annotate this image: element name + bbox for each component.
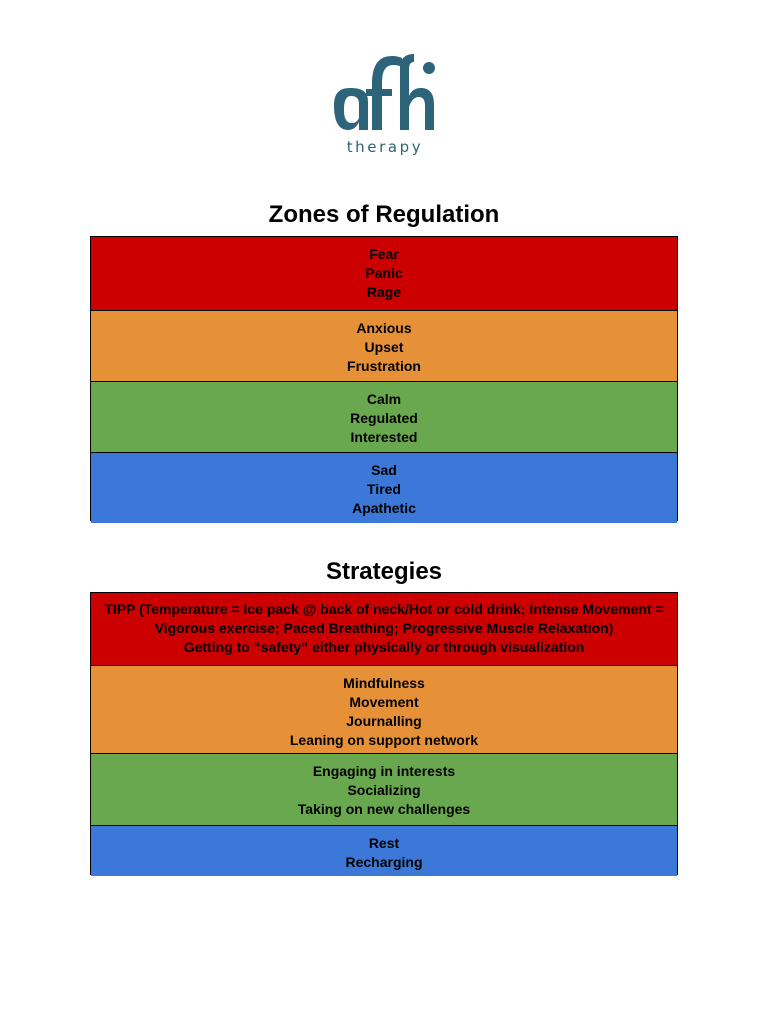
zone-item: Panic [365, 265, 403, 281]
zones-title: Zones of Regulation [268, 201, 500, 228]
zone-item: Apathetic [352, 500, 416, 516]
zone-row-red [91, 237, 677, 310]
strategy-item: Journalling [346, 713, 422, 729]
strategy-item: Recharging [345, 854, 423, 870]
strategy-item: Socializing [347, 782, 421, 798]
zone-item: Sad [371, 462, 397, 478]
strategy-item: TIPP (Temperature = Ice pack @ back of neck/Hot or cold drink; Intense Movement = Vigorous exercise; Paced Breathing; Progressive Muscle Relaxation) [104, 601, 664, 636]
zone-item: Interested [350, 429, 418, 445]
zone-row-green [91, 381, 677, 452]
zone-item: Rage [366, 284, 402, 300]
zone-item: Fear [369, 246, 399, 262]
strategy-item: Taking on new challenges [297, 801, 471, 817]
strategy-row-green [91, 753, 677, 825]
zone-item: Calm [366, 391, 402, 407]
strategy-item: Getting to “safety” either physically or through visualization [183, 639, 585, 655]
strategy-item: Leaning on support network [289, 732, 479, 748]
afh-therapy-logo [330, 46, 440, 161]
zone-item: Anxious [356, 320, 412, 336]
strategy-item: Engaging in interests [312, 763, 456, 779]
zone-item: Upset [364, 339, 404, 355]
zones-table [90, 236, 678, 521]
strategies-title: Strategies [325, 558, 443, 585]
strategy-row-orange [91, 665, 677, 753]
zone-item: Tired [367, 481, 401, 497]
zone-item: Frustration [347, 358, 421, 374]
zone-row-blue [91, 452, 677, 523]
strategy-row-red [91, 593, 677, 665]
strategy-item: Movement [349, 694, 419, 710]
zone-item: Regulated [350, 410, 418, 426]
strategies-table [90, 592, 678, 875]
strategy-item: Mindfulness [343, 675, 425, 691]
zone-row-orange [91, 310, 677, 381]
logo-wordmark: therapy [346, 138, 424, 156]
afh-logo-mark-icon [330, 46, 440, 136]
strategy-item: Rest [368, 835, 400, 851]
strategy-row-blue [91, 825, 677, 876]
